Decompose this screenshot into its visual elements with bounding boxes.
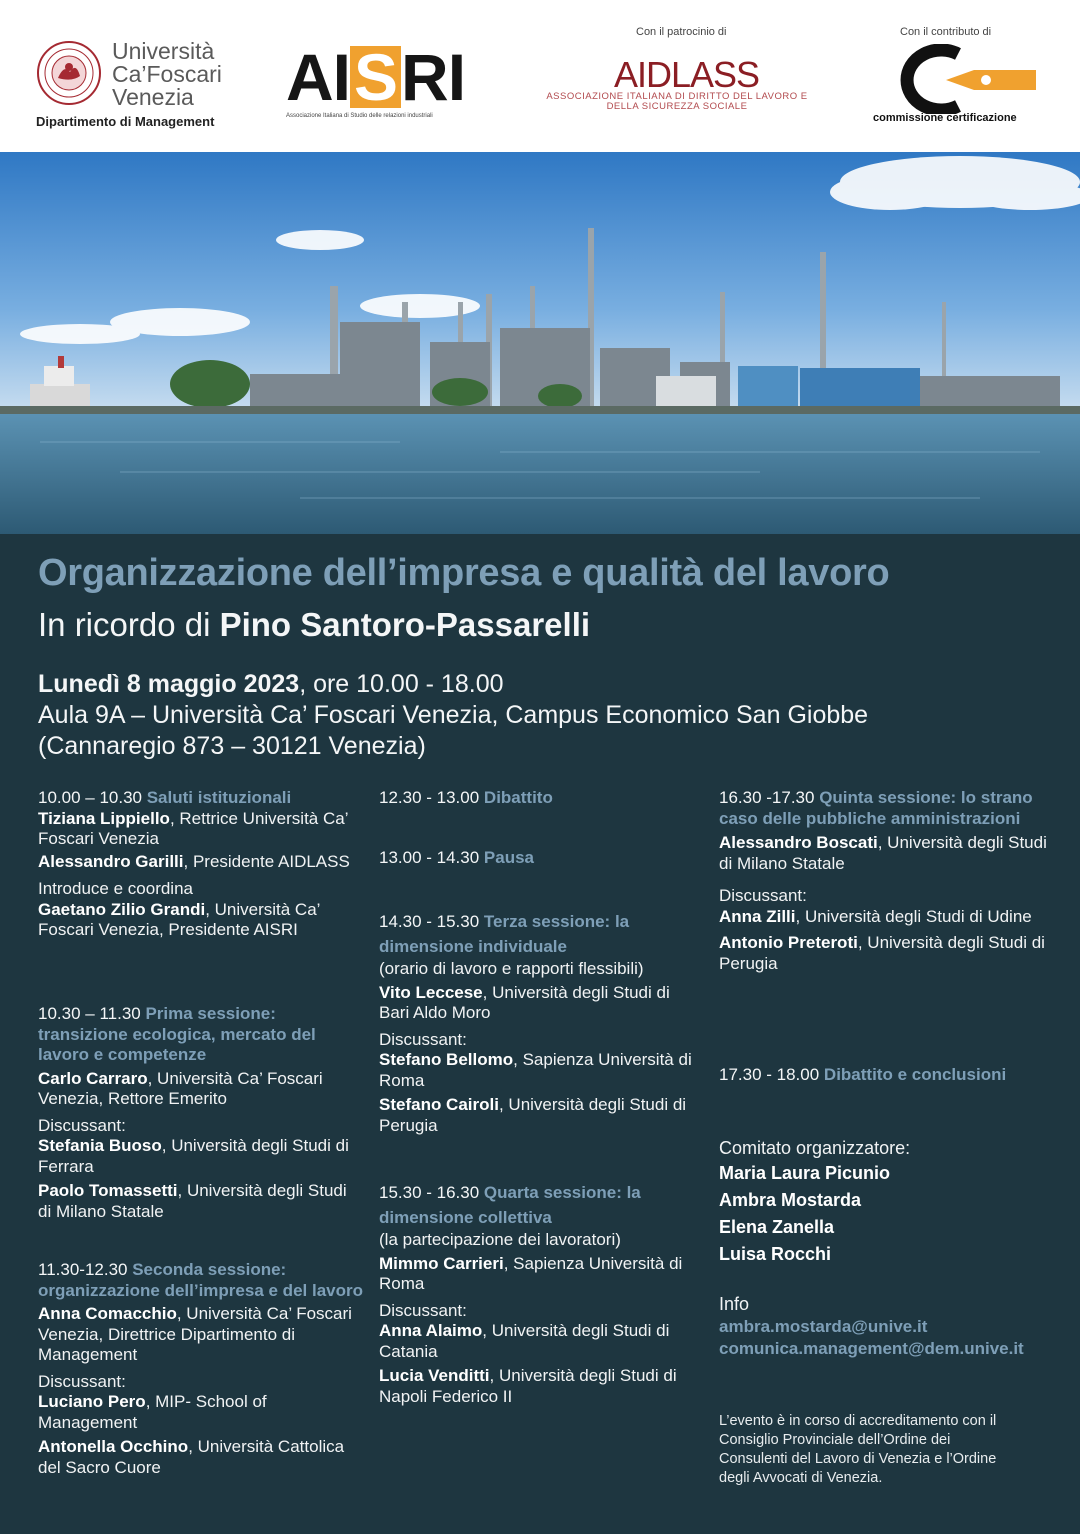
organizing-committee: [719, 1136, 1049, 1268]
session-topic: (la partecipazione dei lavoratori): [379, 1230, 621, 1249]
session-time: 15.30 - 16.30: [379, 1183, 484, 1202]
speaker-name: Paolo Tomassetti: [38, 1181, 178, 1200]
aisri-word-box: S: [350, 46, 401, 108]
aisri-logo: [286, 40, 496, 126]
event-date-day: Lunedì 8 maggio 2023: [38, 670, 300, 698]
role-label: Discussant:: [719, 886, 807, 905]
industrial-waterfront-photo: [0, 152, 1080, 534]
speaker: [38, 1392, 363, 1433]
session-heading: [719, 788, 1049, 829]
speaker-affiliation: , Università Ca’ Foscari Venezia, Rettore Emerito: [38, 1068, 323, 1108]
session-time: 10.30 – 11.30: [38, 1004, 146, 1023]
speaker-affiliation: , Università degli Studi di Milano Statale: [719, 833, 1047, 873]
session-prima: [38, 1004, 363, 1222]
session-title: Quinta sessione: lo strano caso delle pubbliche amministrazioni: [719, 788, 1033, 828]
session-saluti: [38, 788, 363, 941]
aisri-word-post: RI: [401, 40, 466, 114]
aisri-word-pre: AI: [286, 40, 350, 114]
speaker-affiliation: , Università degli Studi di Ferrara: [38, 1136, 349, 1176]
session-title: Saluti istituzionali: [146, 788, 292, 807]
speaker-affiliation: , Rettrice Università Ca’ Foscari Venezia: [38, 808, 348, 848]
session-conclusioni: [719, 1065, 1049, 1086]
session-heading: [38, 788, 363, 809]
speaker-affiliation: , Università degli Studi di Milano Statale: [38, 1181, 347, 1221]
event-venue: Aula 9A – Università Ca’ Foscari Venezia, Campus Economico San Giobbe: [38, 701, 869, 729]
speaker-name: Anna Comacchio: [38, 1304, 177, 1323]
speaker: [38, 1069, 363, 1110]
speaker: [719, 907, 1049, 928]
aisri-subtitle: Associazione Italiana di Studio delle relazioni industriali: [286, 113, 433, 119]
speaker-affiliation: , Università Ca’ Foscari Venezia, Direttrice Dipartimento di Management: [38, 1304, 352, 1364]
session-title: Terza sessione: la dimensione individuale: [379, 912, 630, 956]
session-title: Pausa: [483, 848, 535, 867]
aidlass-label: Con il patrocinio di: [636, 26, 727, 38]
subtitle-prefix: In ricordo di: [38, 606, 220, 643]
honoree-name: Pino Santoro-Passarelli: [219, 606, 591, 643]
event-subtitle: [38, 606, 590, 644]
speaker: [38, 1437, 363, 1478]
speaker-affiliation: , MIP- School of Management: [38, 1392, 267, 1432]
speaker: [38, 900, 363, 941]
session-heading: [379, 1180, 704, 1230]
role-label: Introduce e coordina: [38, 879, 193, 898]
committee-member: Ambra Mostarda: [719, 1190, 862, 1210]
session-title: Seconda sessione: organizzazione dell’impresa e del lavoro: [38, 1260, 363, 1300]
speaker: [719, 833, 1049, 874]
speaker-name: Anna Zilli: [719, 906, 796, 926]
header-logos: [0, 0, 1080, 152]
session-terza: [379, 909, 704, 1136]
speaker-name: Antonio Preteroti: [719, 933, 858, 952]
speaker-name: Stefania Buoso: [38, 1136, 162, 1155]
unive-name-line1: Università: [112, 38, 215, 64]
session-title: Dibattito: [483, 788, 553, 807]
event-date-hours: , ore 10.00 - 18.00: [299, 670, 504, 698]
speaker-affiliation: , Presidente AIDLASS: [183, 851, 350, 871]
session-title: Quarta sessione: la dimensione collettiva: [379, 1183, 641, 1227]
speaker: [379, 1321, 704, 1362]
role-label: Discussant:: [38, 1371, 126, 1391]
cc-label: Con il contributo di: [900, 26, 992, 38]
speaker: [38, 1181, 363, 1222]
session-time: 11.30-12.30: [38, 1260, 133, 1279]
cc-logo: [870, 26, 1050, 126]
aidlass-word: AIDLASS: [614, 54, 760, 95]
session-title: Dibattito e conclusioni: [823, 1065, 1007, 1084]
speaker-name: Alessandro Garilli: [38, 851, 184, 871]
role-label: Discussant:: [38, 1115, 126, 1135]
speaker: [379, 1366, 704, 1407]
speaker-name: Tiziana Lippiello: [38, 808, 170, 828]
session-seconda: [38, 1260, 363, 1478]
cc-subtitle: commissione certificazione: [873, 112, 1017, 124]
speaker-affiliation: , Sapienza Università di Roma: [379, 1050, 692, 1090]
speaker-affiliation: , Università degli Studi di Perugia: [719, 933, 1045, 973]
session-pausa: [379, 848, 704, 869]
speaker-name: Carlo Carraro: [38, 1068, 148, 1088]
info-label: Info: [719, 1294, 750, 1314]
aidlass-subtitle: ASSOCIAZIONE ITALIANA DI DIRITTO DEL LAVORO E DELLA SICUREZZA SOCIALE: [546, 91, 808, 112]
role-label: Discussant:: [379, 1029, 467, 1049]
speaker-name: Luciano Pero: [38, 1392, 146, 1411]
speaker: [379, 1050, 704, 1091]
committee-member: Elena Zanella: [719, 1217, 835, 1237]
session-time: 16.30 -17.30: [719, 788, 820, 807]
unive-logo: [36, 40, 236, 132]
email-link[interactable]: ambra.mostarda@unive.it: [719, 1317, 928, 1336]
committee-member: Maria Laura Picunio: [719, 1163, 891, 1183]
speaker-name: Alessandro Boscati: [719, 833, 878, 852]
committee-member: Luisa Rocchi: [719, 1244, 832, 1264]
unive-name-line2: Ca’Foscari: [112, 61, 222, 87]
speaker-affiliation: , Università Cattolica del Sacro Cuore: [38, 1437, 345, 1477]
speaker: [719, 933, 1049, 974]
session-dibattito: [379, 788, 704, 809]
session-heading: [379, 909, 704, 959]
session-title: Prima sessione: transizione ecologica, mercato del lavoro e competenze: [38, 1004, 316, 1064]
speaker-name: Anna Alaimo: [379, 1321, 483, 1340]
session-time: 12.30 - 13.00: [379, 788, 484, 807]
speaker: [379, 983, 704, 1024]
session-quinta: [719, 788, 1049, 974]
speaker-name: Stefano Bellomo: [379, 1050, 514, 1069]
speaker-affiliation: , Università degli Studi di Perugia: [379, 1095, 687, 1135]
session-heading: [38, 1260, 363, 1301]
speaker-name: Mimmo Carrieri: [379, 1253, 504, 1273]
session-time: 17.30 - 18.00: [719, 1065, 824, 1084]
event-date: [38, 670, 504, 699]
speaker-affiliation: , Università degli Studi di Bari Aldo Moro: [379, 982, 670, 1022]
aidlass-logo: [546, 26, 816, 116]
speaker-name: Antonella Occhino: [38, 1437, 189, 1456]
session-heading: [38, 1004, 363, 1066]
speaker: [38, 852, 363, 873]
speaker-name: Gaetano Zilio Grandi: [38, 899, 206, 919]
refinery-illustration: [0, 152, 1080, 534]
speaker: [38, 1136, 363, 1177]
speaker-affiliation: , Università Ca’ Foscari Venezia, Presidente AISRI: [38, 899, 320, 939]
speaker: [38, 809, 363, 850]
email-link[interactable]: comunica.management@dem.unive.it: [719, 1339, 1024, 1358]
session-quarta: [379, 1180, 704, 1407]
speaker: [379, 1254, 704, 1295]
program-panel: [0, 534, 1080, 1534]
speaker: [379, 1095, 704, 1136]
accreditation-note: L’evento è in corso di accreditamento con il Consiglio Provinciale dell’Ordine dei Consulenti del Lavoro di Venezia e l’Ordine degli Avvocati di Venezia.: [719, 1413, 997, 1486]
speaker-affiliation: , Sapienza Università di Roma: [379, 1253, 683, 1293]
speaker-affiliation: , Università degli Studi di Napoli Federico II: [379, 1366, 677, 1406]
unive-department: Dipartimento di Management: [36, 114, 215, 129]
event-title: Organizzazione dell’impresa e qualità del lavoro: [38, 552, 890, 594]
speaker-name: Vito Leccese: [379, 982, 483, 1002]
speaker-name: Lucia Venditti: [379, 1366, 490, 1385]
info-section: [719, 1292, 1049, 1360]
role-label: Discussant:: [379, 1300, 467, 1320]
event-address: (Cannaregio 873 – 30121 Venezia): [38, 732, 426, 760]
unive-name-line3: Venezia: [112, 84, 194, 110]
unive-seal-icon: [36, 40, 102, 106]
committee-label: Comitato organizzatore:: [719, 1138, 911, 1158]
pen-nib-c-icon: [870, 44, 1040, 114]
session-time: 13.00 - 14.30: [379, 848, 484, 867]
session-time: 10.00 – 10.30: [38, 788, 147, 807]
speaker-affiliation: , Università degli Studi di Catania: [379, 1321, 670, 1361]
session-time: 14.30 - 15.30: [379, 912, 484, 931]
speaker-name: Stefano Cairoli: [379, 1095, 499, 1114]
session-topic: (orario di lavoro e rapporti flessibili): [379, 959, 644, 978]
speaker-affiliation: , Università degli Studi di Udine: [795, 906, 1032, 926]
speaker: [38, 1304, 363, 1366]
